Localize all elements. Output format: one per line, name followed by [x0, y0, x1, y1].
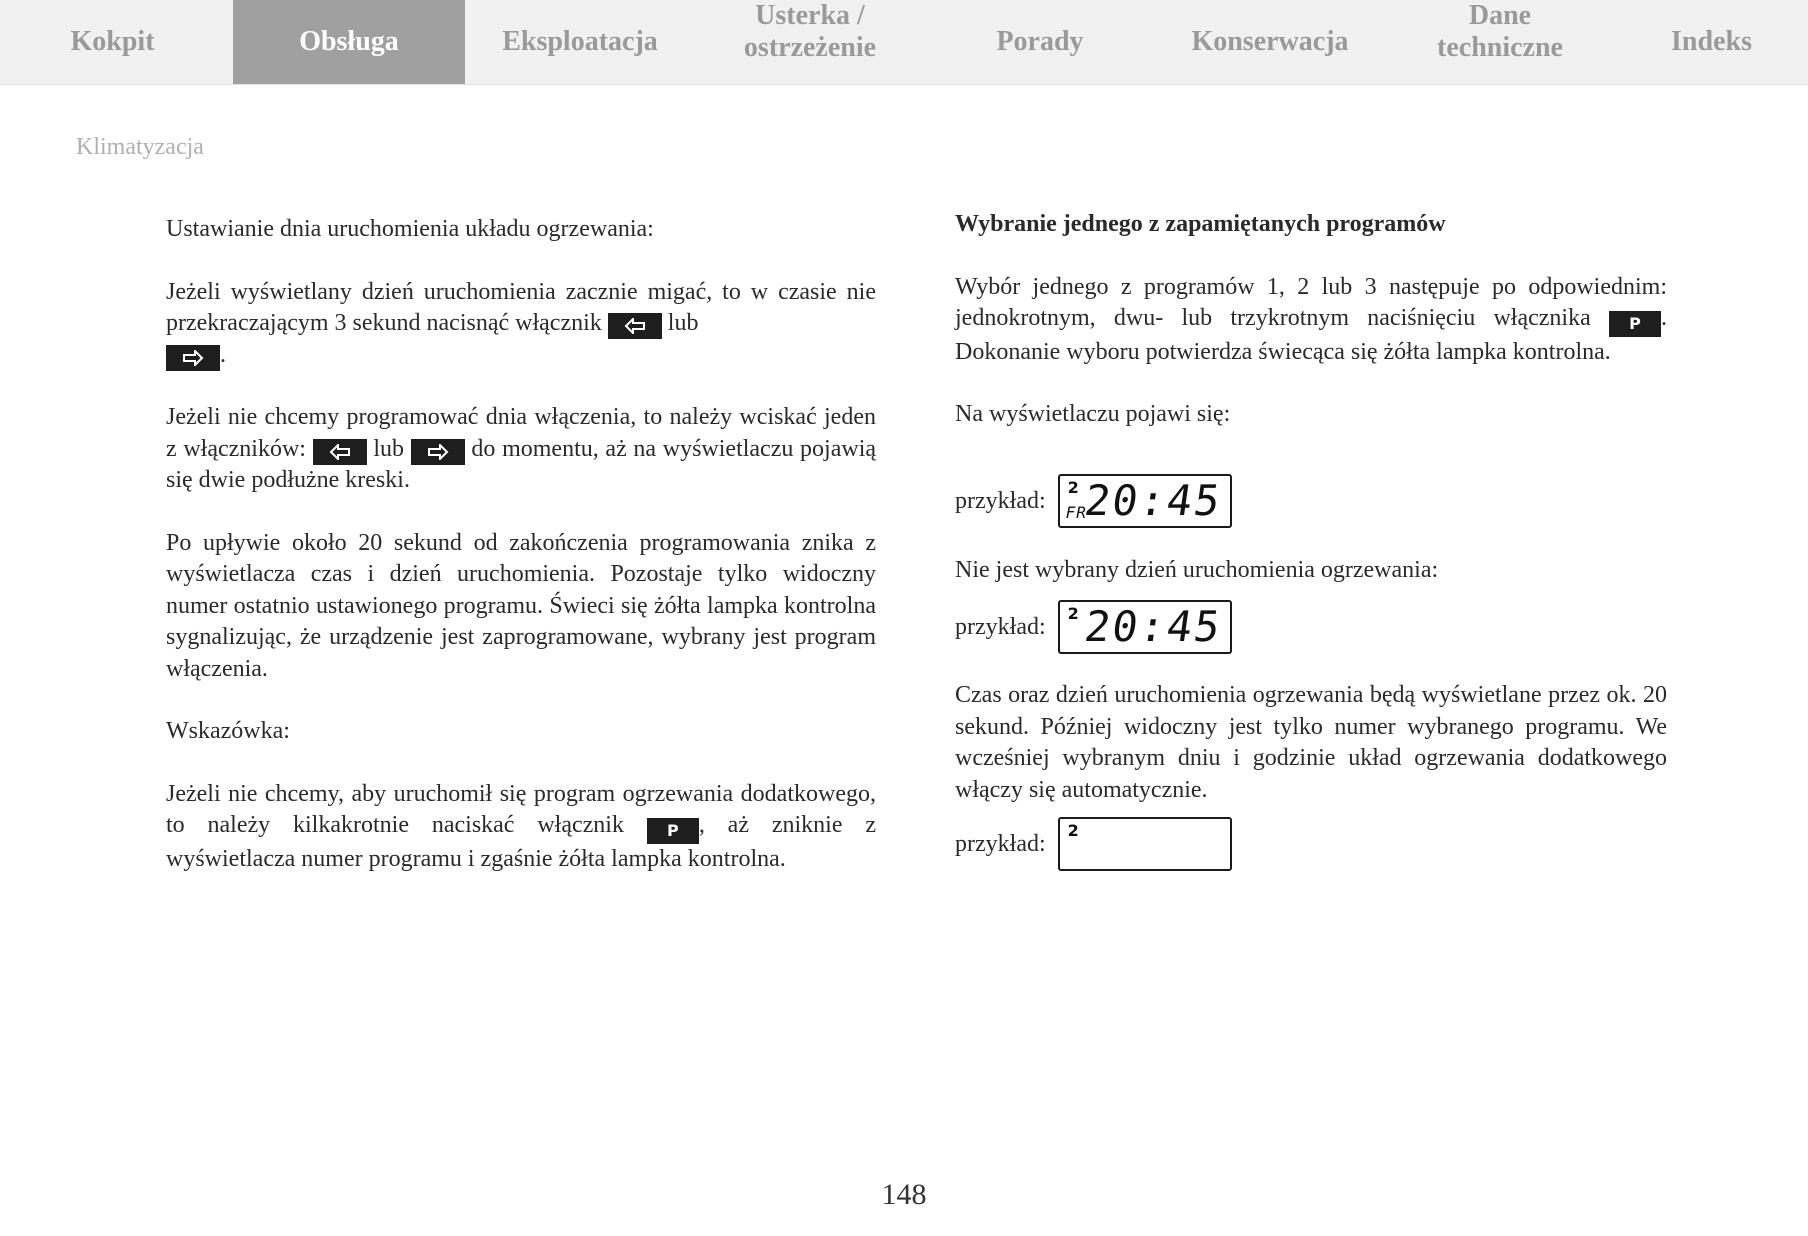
display-example [955, 817, 1232, 871]
section-title: Klimatyzacja [76, 134, 204, 160]
paragraph: Na wyświetlaczu pojawi się: [955, 401, 1231, 428]
example-label: przykład: [955, 830, 1046, 857]
display-example [955, 600, 1232, 654]
tab-label: Eksploatacja [502, 26, 658, 57]
paragraph: Ustawianie dnia uruchomienia układu ogrzewania: [166, 216, 654, 242]
left-column [166, 214, 876, 875]
paragraph: Po upływie około 20 sekund od zakończenia programowania znika z wyświetlacza czas i dzień uruchomienia. Pozostaje tylko widoczny numer ostatnio ustawionego programu. Świeci się żółta lampka kontrolna sygnalizując, że urządzenie jest zaprogramowane, wybrany jest program włączenia. [166, 529, 876, 682]
tab-kokpit[interactable] [0, 0, 225, 84]
tab-label-line1: Dane [1468, 0, 1532, 31]
text: Jeżeli nie chcemy programować dnia włączenia, to należy wciskać jeden z włączników: [166, 404, 876, 462]
tab-label-line2: ostrzeżenie [743, 32, 877, 63]
paragraph: Czas oraz dzień uruchomienia ogrzewania będą wyświetlane przez ok. 20 sekund. Później widoczny jest tylko numer wybranego programu. We wcześniej wybranym dniu i godzinie układ ogrzewania dodatkowego włączy się automatycznie. [955, 682, 1667, 803]
paragraph-block [955, 680, 1667, 806]
p-key-icon: P [1609, 311, 1661, 337]
text: Jeżeli wyświetlany dzień uruchomienia zacznie migać, to w czasie nie przekraczającym 3 sekund nacisnąć włącznik [166, 278, 876, 336]
text: lub [373, 435, 405, 462]
paragraph-block [955, 555, 1667, 587]
note-label: Wskazówka: [166, 718, 290, 744]
paragraph [166, 277, 876, 372]
lcd-program-number: 2 [1067, 478, 1079, 497]
text: Jeżeli nie chcemy, aby uruchomił się program ogrzewania dodatkowego, to należy kilkakrotnie naciskać włącznik [166, 780, 876, 838]
text: Wybór jednego z programów 1, 2 lub 3 następuje po odpowiednim: jednokrotnym, dwu- lub trzykrotnym naciśnięciu włącznika [955, 273, 1667, 331]
tab-indeks[interactable] [1615, 0, 1808, 84]
tab-eksploatacja[interactable] [465, 0, 695, 84]
text: , aż zniknie z wyświetlacza numer programu i zgaśnie żółta lampka kontrolna. [166, 812, 876, 872]
display-example [955, 474, 1232, 528]
tab-label: Obsługa [299, 26, 399, 57]
tab-label: Porady [996, 26, 1084, 57]
lcd-day: FR [1065, 503, 1087, 522]
right-column [955, 209, 1667, 431]
page-number: 148 [881, 1178, 927, 1211]
text: . Dokonanie wyboru potwierdza świecąca się żółta lampka kontrolna. [955, 305, 1667, 365]
tab-label-line1: Usterka / [755, 0, 865, 31]
section-heading: Wybranie jednego z zapamiętanych programów [955, 211, 1446, 237]
tab-dane-techniczne[interactable] [1385, 0, 1615, 84]
tab-label-line2: techniczne [1437, 32, 1563, 63]
chapter-tabs [0, 0, 1808, 85]
tab-label: Konserwacja [1191, 26, 1349, 57]
lcd-time: 20:45 [1081, 476, 1226, 525]
paragraph [166, 779, 876, 876]
tab-obsluga[interactable] [233, 0, 465, 84]
lcd-display [1058, 474, 1232, 528]
arrow-left-icon [313, 439, 367, 465]
text: lub [667, 310, 699, 336]
paragraph [166, 402, 876, 497]
lcd-program-number: 2 [1067, 604, 1079, 623]
tab-usterka-ostrzezenie[interactable] [695, 0, 925, 84]
lcd-time: 20:45 [1081, 602, 1226, 651]
example-label: przykład: [955, 487, 1046, 514]
lcd-display [1058, 817, 1232, 871]
lcd-display [1058, 600, 1232, 654]
lcd-program-number: 2 [1067, 821, 1079, 840]
tab-konserwacja[interactable] [1155, 0, 1385, 84]
paragraph [955, 272, 1667, 369]
example-label: przykład: [955, 613, 1046, 640]
tab-label: Indeks [1671, 26, 1752, 57]
tab-label: Kokpit [70, 26, 155, 57]
text: . [220, 341, 226, 368]
p-key-icon: P [647, 818, 699, 844]
paragraph: Nie jest wybrany dzień uruchomienia ogrzewania: [955, 557, 1439, 583]
text: do momentu, aż na wyświetlaczu pojawią się dwie podłużne kreski. [166, 435, 877, 493]
tab-porady[interactable] [925, 0, 1155, 84]
arrow-right-icon [166, 345, 220, 371]
arrow-right-icon [411, 439, 465, 465]
arrow-left-icon [608, 313, 662, 339]
